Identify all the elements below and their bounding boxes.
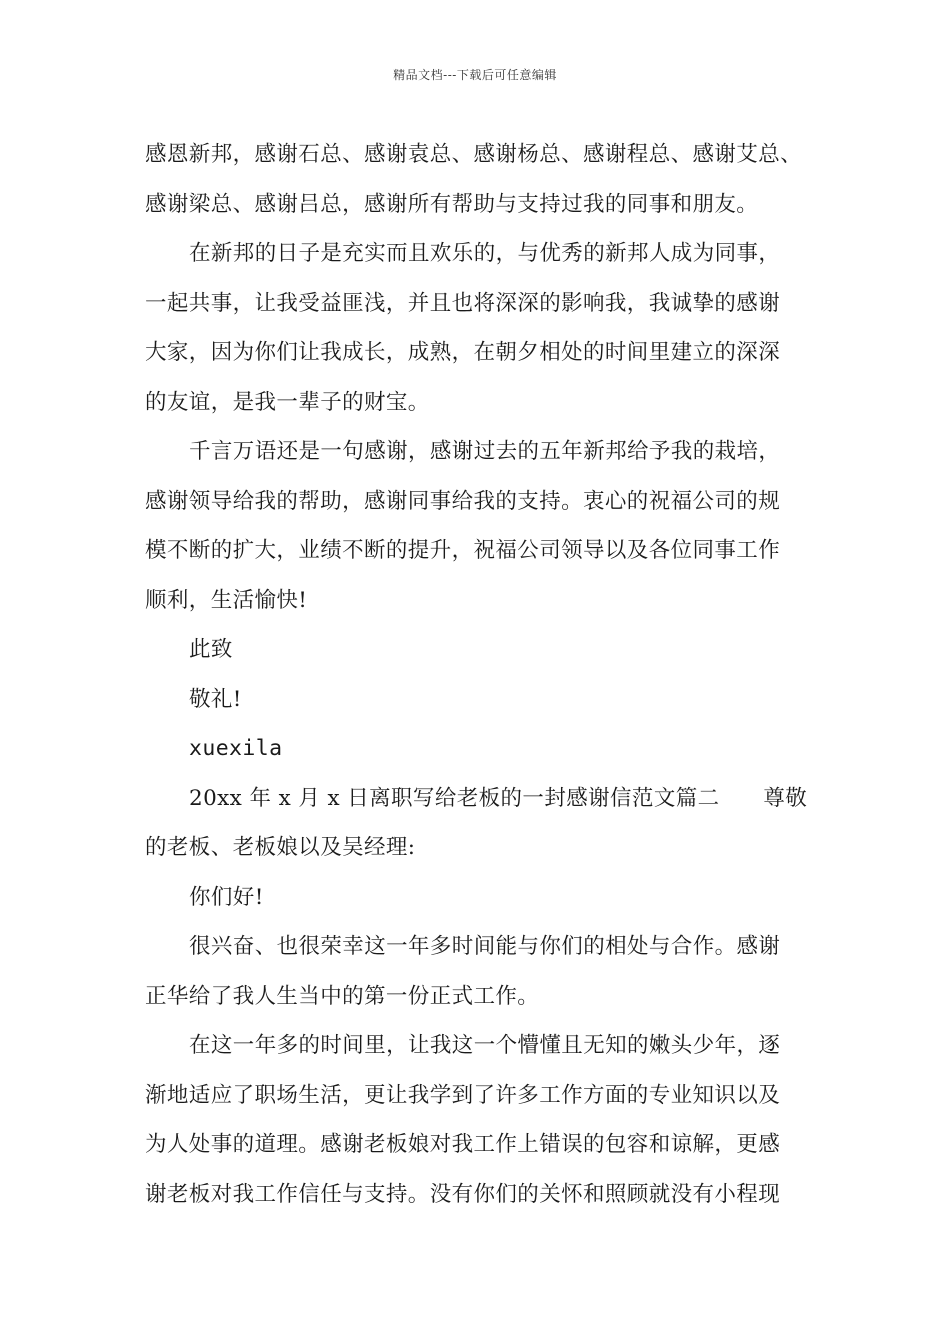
- page-header: 精品文档---下载后可任意编辑: [393, 68, 557, 82]
- text-line: 正华给了我人生当中的第一份正式工作。: [145, 983, 540, 1009]
- text-line: 感谢领导给我的帮助，感谢同事给我的支持。衷心的祝福公司的规: [145, 488, 781, 514]
- letter-body: [145, 130, 825, 1219]
- text-line: 顺利，生活愉快!: [145, 587, 308, 613]
- text-line: 一起共事，让我受益匪浅，并且也将深深的影响我，我诚挚的感谢: [145, 290, 781, 316]
- paragraph-start: 在这一年多的时间里，让我这一个懵懂且无知的嫩头少年，逐: [189, 1033, 781, 1058]
- text-line: 模不断的扩大，业绩不断的提升，祝福公司领导以及各位同事工作: [145, 538, 781, 563]
- text-line: 的友谊，是我一辈子的财宝。: [145, 389, 430, 415]
- text-line: 感恩新邦，感谢石总、感谢袁总、感谢杨总、感谢程总、感谢艾总、: [145, 142, 803, 167]
- greeting: 你们好!: [189, 884, 264, 910]
- closing-regards: 敬礼!: [189, 686, 242, 712]
- text-line: 的老板、老板娘以及吴经理:: [145, 835, 416, 860]
- text-line: 渐地适应了职场生活，更让我学到了许多工作方面的专业知识以及: [145, 1082, 781, 1108]
- text-line: 大家，因为你们让我成长，成熟，在朝夕相处的时间里建立的深深: [145, 340, 781, 365]
- signature: xuexila: [189, 736, 283, 761]
- paragraph-start: 很兴奋、也很荣幸这一年多时间能与你们的相处与合作。感谢: [189, 934, 781, 959]
- section-title: 20xx 年 x 月 x 日离职写给老板的一封感谢信范文篇二 尊敬: [189, 785, 808, 811]
- closing-salutation: 此致: [189, 637, 233, 662]
- paragraph-start: 千言万语还是一句感谢，感谢过去的五年新邦给予我的栽培，: [189, 439, 781, 464]
- text-line: 为人处事的道理。感谢老板娘对我工作上错误的包容和谅解，更感: [145, 1132, 781, 1157]
- paragraph-start: 在新邦的日子是充实而且欢乐的，与优秀的新邦人成为同事，: [189, 241, 781, 266]
- text-line: 谢老板对我工作信任与支持。没有你们的关怀和照顾就没有小程现: [145, 1181, 781, 1207]
- text-line: 感谢梁总、感谢吕总，感谢所有帮助与支持过我的同事和朋友。: [145, 191, 759, 217]
